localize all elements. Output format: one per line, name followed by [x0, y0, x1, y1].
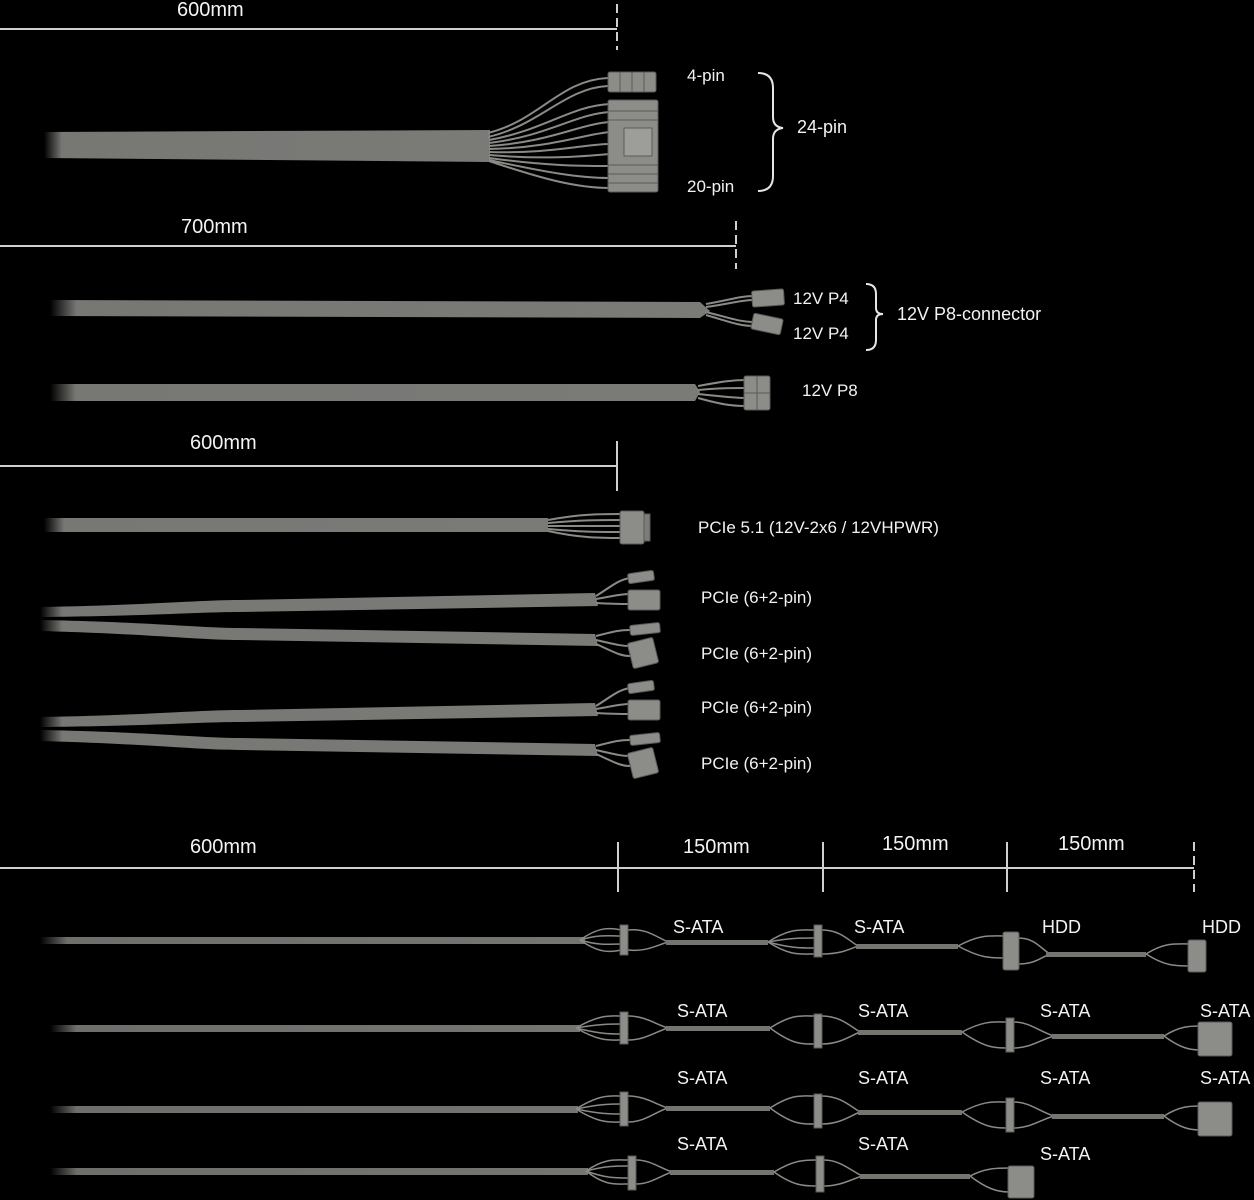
- pcie-label-1: PCIe (6+2-pin): [701, 588, 813, 607]
- pcie-label-4: PCIe (6+2-pin): [701, 754, 813, 773]
- hdd-molex-connector-1: [1003, 932, 1019, 970]
- p8-label: 12V P8: [802, 381, 858, 400]
- sata-end-connector-3: [1198, 1102, 1232, 1136]
- p4-label-b: 12V P4: [793, 324, 849, 343]
- sata-end-connector-4: [1008, 1166, 1034, 1198]
- sata-row3-label-3: S-ATA: [1040, 1068, 1091, 1088]
- sata-row4-label-3: S-ATA: [1040, 1144, 1091, 1164]
- sata-end-connector-2: [1198, 1022, 1232, 1056]
- p4-connector-a: [751, 289, 784, 307]
- hpwr-connector: [620, 511, 644, 544]
- atx-length-label: 600mm: [177, 0, 244, 21]
- sata-row2-label-4: S-ATA: [1200, 1001, 1251, 1021]
- sata-cable-1: [40, 925, 1206, 972]
- dimension-line-cpu: [0, 221, 736, 269]
- sata-row3-label-2: S-ATA: [858, 1068, 909, 1088]
- sata-row2-label-3: S-ATA: [1040, 1001, 1091, 1021]
- pcie-cable-pair-1: [40, 570, 660, 669]
- sata-row1-label-3: HDD: [1042, 917, 1081, 937]
- pcie-label-2: PCIe (6+2-pin): [701, 644, 813, 663]
- hdd-molex-connector-2: [1188, 940, 1206, 972]
- pcie-label-3: PCIe (6+2-pin): [701, 698, 813, 717]
- atx-24pin-cable: [44, 72, 783, 192]
- dimension-line-atx: [0, 4, 617, 50]
- sata-row3-label-4: S-ATA: [1200, 1068, 1251, 1088]
- sata-length-label: 600mm: [190, 836, 257, 858]
- atx-brace: [758, 73, 783, 191]
- sata-cable-4: [50, 1156, 1034, 1198]
- dimension-line-sata: [0, 842, 1194, 892]
- sata-row2-label-1: S-ATA: [677, 1001, 728, 1021]
- sata-row3-label-1: S-ATA: [677, 1068, 728, 1088]
- sata-seg1-label: 150mm: [683, 836, 750, 858]
- atx-24pin-label: 24-pin: [797, 117, 848, 137]
- sata-row2-label-2: S-ATA: [858, 1001, 909, 1021]
- sata-seg3-label: 150mm: [1058, 833, 1125, 855]
- cpu-brace: [866, 284, 883, 350]
- sata-seg2-label: 150mm: [882, 833, 949, 855]
- p8-connector-group-label: 12V P8-connector: [897, 304, 1042, 324]
- pcie-hpwr-cable: [44, 511, 650, 544]
- sata-cable-3: [50, 1092, 1232, 1136]
- sata-row4-label-2: S-ATA: [858, 1134, 909, 1154]
- cpu-length-label: 700mm: [181, 216, 248, 238]
- sata-row4-label-1: S-ATA: [677, 1134, 728, 1154]
- pcie-length-label: 600mm: [190, 432, 257, 454]
- atx-4pin-label: 4-pin: [687, 66, 725, 85]
- sata-row1-label-4: HDD: [1202, 917, 1241, 937]
- pcie-hpwr-label: PCIe 5.1 (12V-2x6 / 12VHPWR): [698, 518, 939, 537]
- atx-20pin-label: 20-pin: [687, 177, 735, 196]
- p4-label-a: 12V P4: [793, 289, 849, 308]
- dimension-line-pcie: [0, 441, 617, 491]
- sata-row1-label-1: S-ATA: [673, 917, 724, 937]
- cpu-p4-cable: [50, 284, 883, 350]
- p4-connector-b: [751, 313, 784, 335]
- pcie-cable-pair-2: [40, 680, 660, 779]
- cpu-p8-cable: [50, 376, 770, 410]
- sata-row1-label-2: S-ATA: [854, 917, 905, 937]
